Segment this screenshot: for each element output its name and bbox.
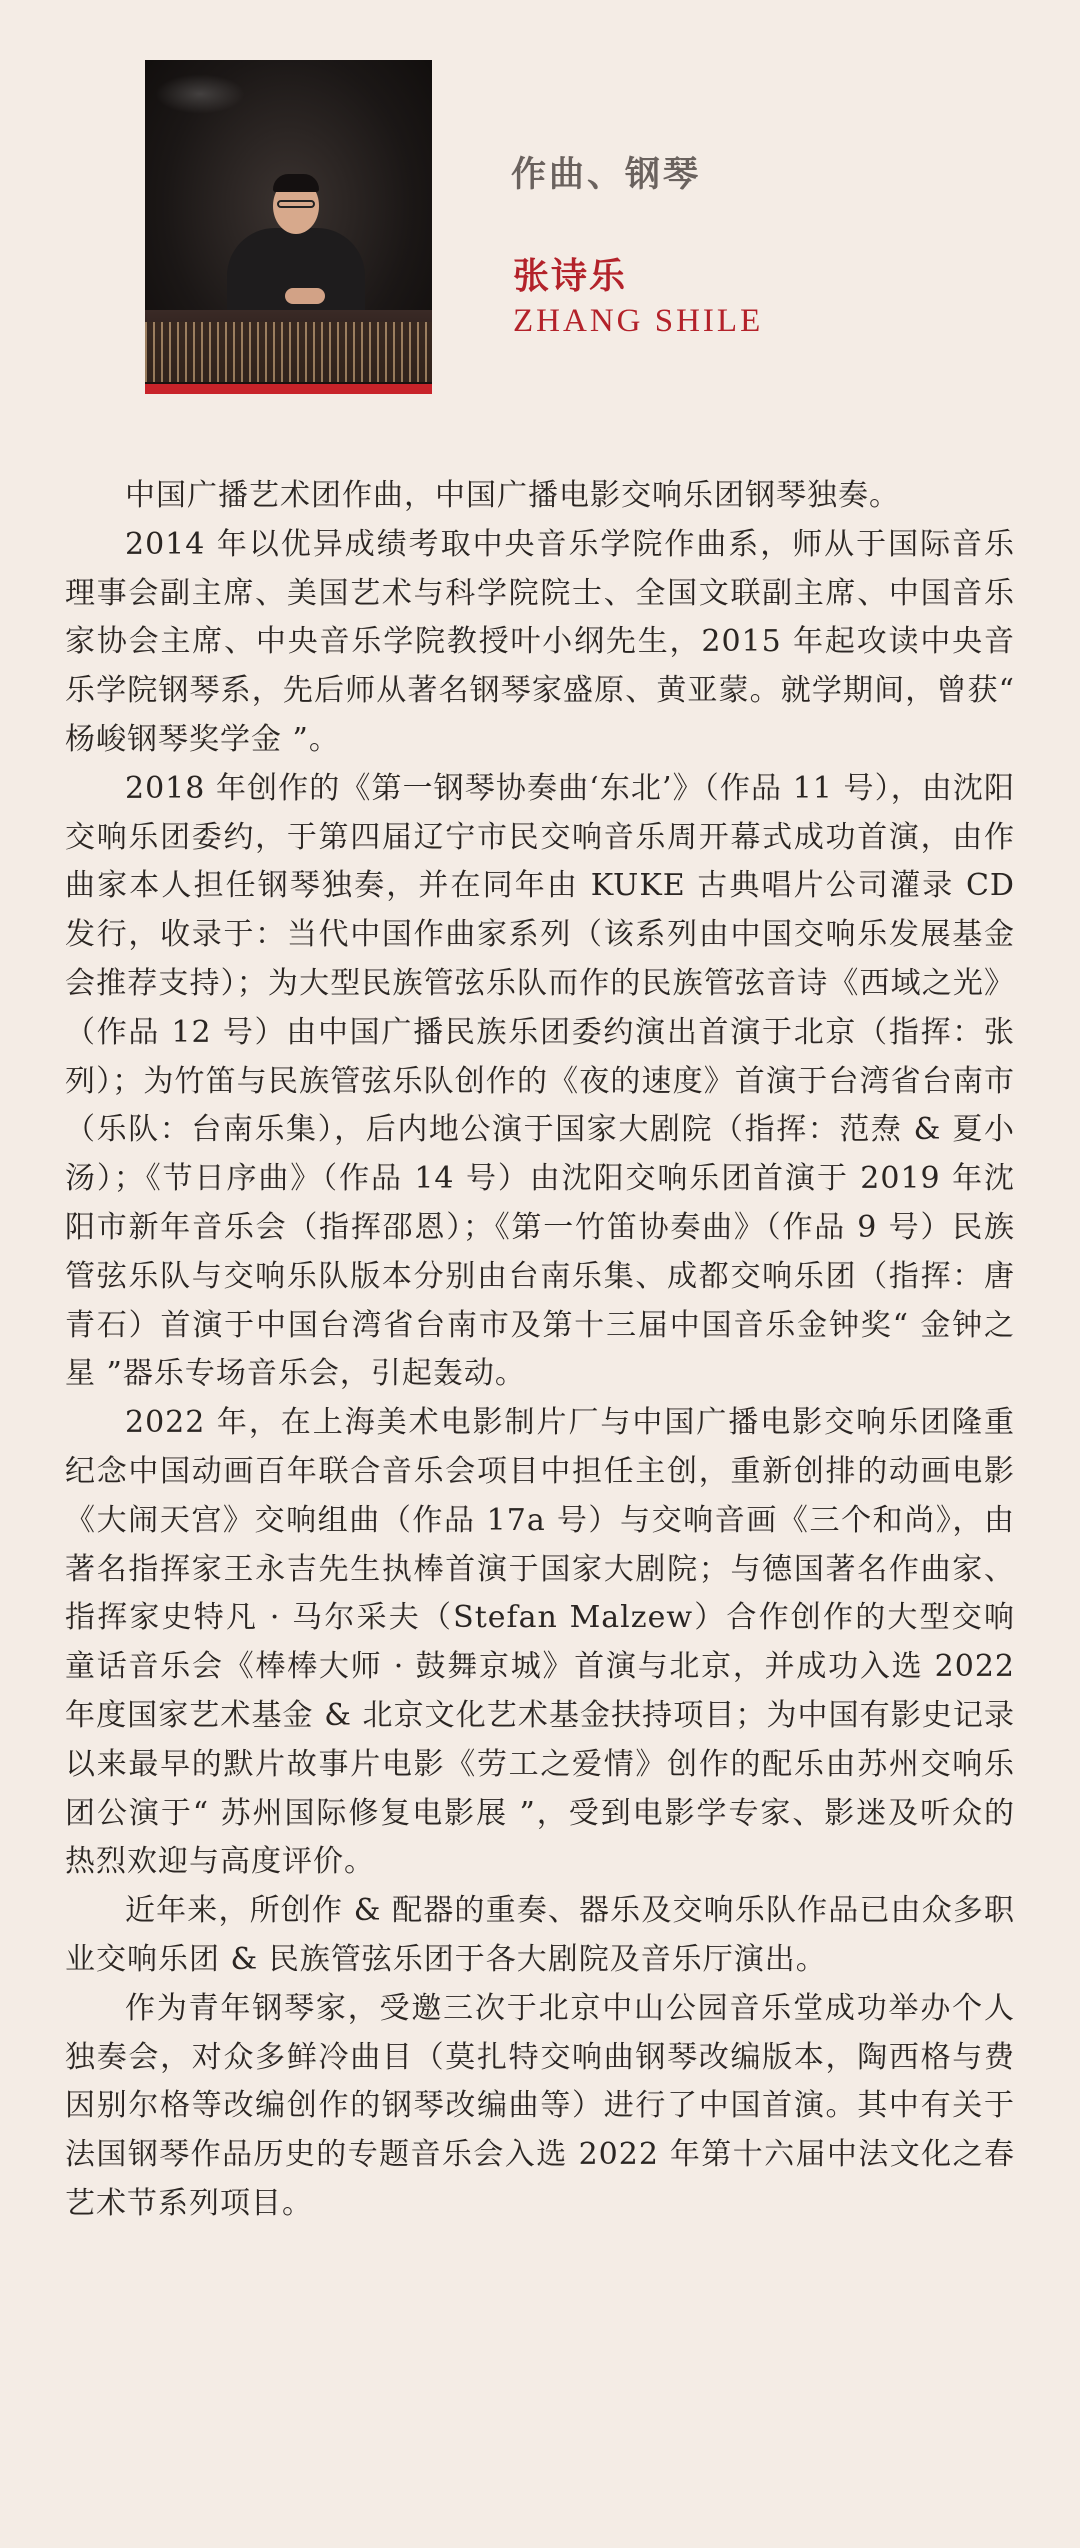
photo-piano-strings	[145, 322, 432, 382]
photo-red-bar	[145, 384, 432, 394]
bio-paragraph: 近年来，所创作 & 配器的重奏、器乐及交响乐队作品已由众多职业交响乐团 & 民族管弦乐团于各大剧院及音乐厅演出。	[65, 1893, 1015, 1977]
bio-paragraph: 作为青年钢琴家，受邀三次于北京中山公园音乐堂成功举办个人独奏会，对众多鲜冷曲目（莫扎特交响曲钢琴改编版本，陶西格与费因别尔格等改编创作的钢琴改编曲等）进行了中国首演。其中有关于法国钢琴作品历史的专题音乐会入选 2022 年第十六届中法文化之春艺术节系列项目。	[65, 1990, 1015, 2221]
name-english: ZHANG SHILE	[513, 303, 764, 339]
bio-paragraph: 2014 年以优异成绩考取中央音乐学院作曲系，师从于国际音乐理事会副主席、美国艺术与科学院院士、全国文联副主席、中国音乐家协会主席、中央音乐学院教授叶小纲先生，2015 年起攻读中央音乐学院钢琴系，先后师从著名钢琴家盛原、黄亚蒙。就学期间，曾获“ 杨峻钢琴奖学金 ”。	[65, 526, 1015, 757]
bio-paragraph: 中国广播艺术团作曲，中国广播电影交响乐团钢琴独奏。	[125, 478, 900, 513]
photo-figure-hair	[273, 174, 319, 192]
bio-paragraph: 2018 年创作的《第一钢琴协奏曲‘东北’》（作品 11 号），由沈阳交响乐团委约，于第四届辽宁市民交响音乐周开幕式成功首演，由作曲家本人担任钢琴独奏，并在同年由 KUKE 古典唱片公司灌录 CD 发行，收录于：当代中国作曲家系列（该系列由中国交响乐发展基金会推荐支持）；为大型民族管弦乐队而作的民族管弦音诗《西域之光》（作品 12 号）由中国广播民族乐团委约演出首演于北京（指挥：张列）；为竹笛与民族管弦乐队创作的《夜的速度》首演于台湾省台南市（乐队：台南乐集），后内地公演于国家大剧院（指挥：范焘 & 夏小汤）；《节日序曲》（作品 14 号）由沈阳交响乐团首演于 2019 年沈阳市新年音乐会（指挥邵恩）；《第一竹笛协奏曲》（作品 9 号）民族管弦乐队与交响乐队版本分别由台南乐集、成都交响乐团（指挥：唐青石）首演于中国台湾省台南市及第十三届中国音乐金钟奖“ 金钟之星 ”器乐专场音乐会，引起轰动。	[65, 770, 1015, 1392]
name-chinese: 张诗乐	[513, 255, 628, 297]
portrait-photo	[145, 60, 432, 394]
photo-figure-glasses	[277, 200, 315, 208]
role-title: 作曲、钢琴	[511, 154, 702, 195]
biography	[65, 472, 1015, 2229]
photo-figure-hands	[285, 288, 325, 304]
photo-light	[155, 74, 245, 114]
bio-paragraph: 2022 年，在上海美术电影制片厂与中国广播电影交响乐团隆重纪念中国动画百年联合音乐会项目中担任主创，重新创排的动画电影《大闹天宫》交响组曲（作品 17a 号）与交响音画《三个和尚》，由著名指挥家王永吉先生执棒首演于国家大剧院；与德国著名作曲家、指挥家史特凡 · 马尔采夫（Stefan Malzew）合作创作的大型交响童话音乐会《棒棒大师 · 鼓舞京城》首演与北京，并成功入选 2022 年度国家艺术基金 & 北京文化艺术基金扶持项目；为中国有影史记录以来最早的默片故事片电影《劳工之爱情》创作的配乐由苏州交响乐团公演于“ 苏州国际修复电影展 ”，受到电影学专家、影迷及听众的热烈欢迎与高度评价。	[65, 1405, 1015, 1880]
